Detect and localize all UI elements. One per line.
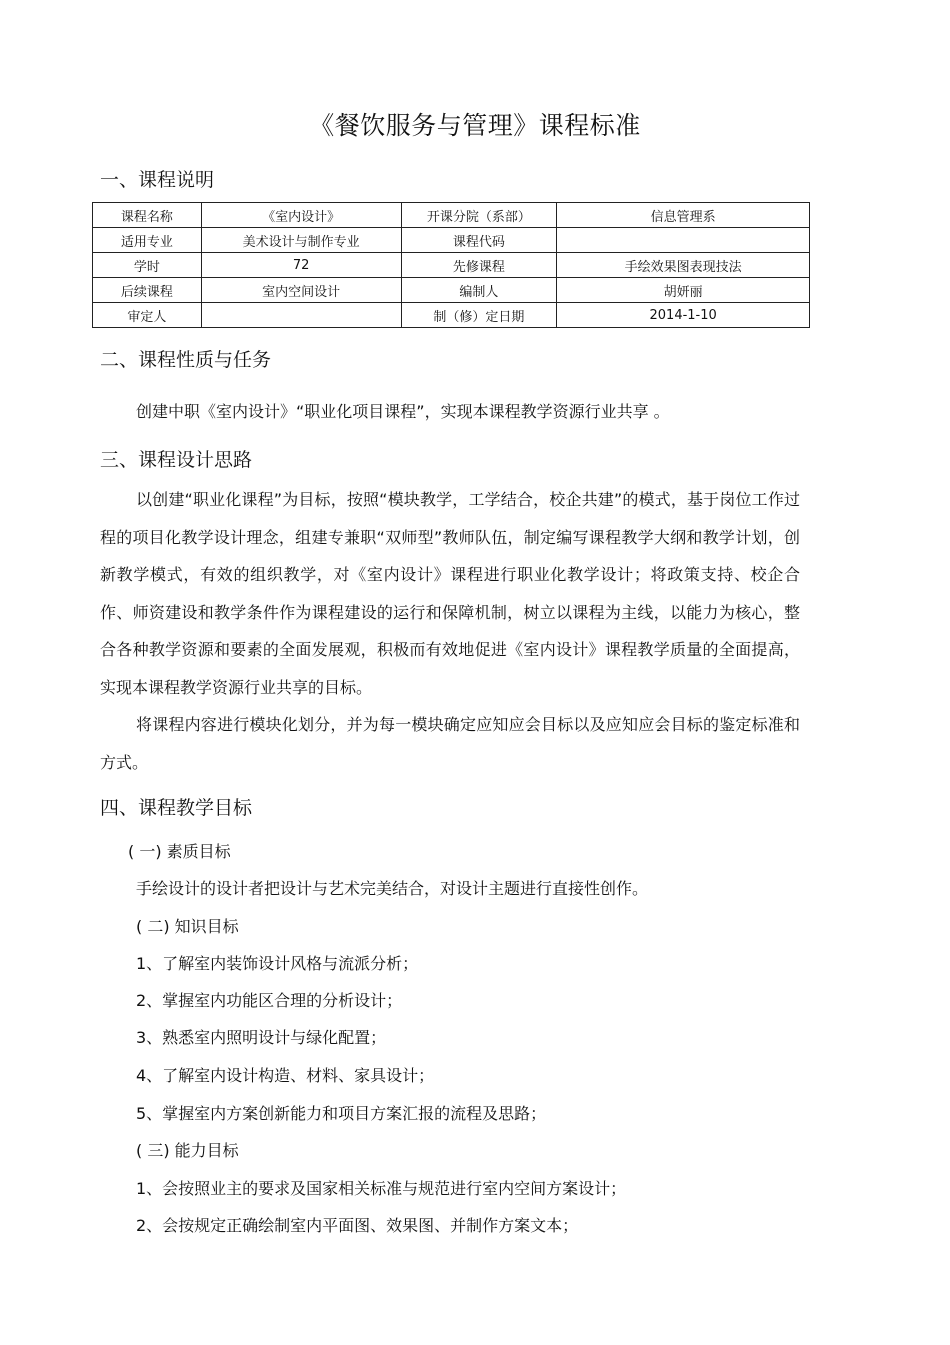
table-cell: 课程名称	[93, 203, 202, 228]
list-item: 2、掌握室内功能区合理的分析设计；	[136, 991, 403, 1010]
design-idea-paragraph-2: 将课程内容进行模块化划分，并为每一模块确定应知应会目标以及应知应会目标的鉴定标准和方式。	[100, 715, 800, 772]
table-cell: 后续课程	[93, 278, 202, 303]
table-cell: 胡妍丽	[557, 278, 810, 303]
section-heading-course-description: 一、课程说明	[100, 169, 215, 191]
knowledge-goal-heading: ( 二) 知识目标	[136, 917, 239, 936]
section-heading-teaching-goals: 四、课程教学目标	[100, 797, 253, 819]
list-item: 1、了解室内装饰设计风格与流派分析；	[136, 954, 419, 973]
table-cell: 《室内设计》	[201, 203, 401, 228]
table-cell: 课程代码	[401, 228, 557, 253]
table-cell: 美术设计与制作专业	[201, 228, 401, 253]
table-cell: 审定人	[93, 303, 202, 328]
section-heading-nature-task: 二、课程性质与任务	[100, 349, 272, 371]
table-row	[93, 278, 810, 303]
table-cell: 2014-1-10	[557, 303, 810, 328]
document-title: 《餐饮服务与管理》课程标准	[309, 111, 641, 140]
table-cell: 信息管理系	[557, 203, 810, 228]
quality-goal-heading: ( 一) 素质目标	[128, 842, 231, 861]
list-item: 4、了解室内设计构造、材料、家具设计；	[136, 1066, 435, 1085]
table-row	[93, 203, 810, 228]
table-row	[93, 303, 810, 328]
nature-task-text: 创建中职《室内设计》“职业化项目课程”，实现本课程教学资源行业共享 。	[136, 402, 670, 421]
table-cell: 先修课程	[401, 253, 557, 278]
list-item: 3、熟悉室内照明设计与绿化配置；	[136, 1028, 387, 1047]
table-cell: 手绘效果图表现技法	[557, 253, 810, 278]
table-cell: 制（修）定日期	[401, 303, 557, 328]
table-row	[93, 228, 810, 253]
design-idea-paragraph-1: 以创建“职业化课程”为目标，按照“模块教学，工学结合，校企共建”的模式，基于岗位工作过程的项目化教学设计理念，组建专兼职“双师型”教师队伍，制定编写课程教学大纲和教学计划，创新教学模式，有效的组织教学，对《室内设计》课程进行职业化教学设计；将政策支持、校企合作、师资建设和教学条件作为课程建设的运行和保障机制，树立以课程为主线，以能力为核心，整合各种教学资源和要素的全面发展观，积极而有效地促进《室内设计》课程教学质量的全面提高，实现本课程教学资源行业共享的目标。	[100, 490, 800, 697]
table-cell: 室内空间设计	[201, 278, 401, 303]
quality-goal-text: 手绘设计的设计者把设计与艺术完美结合，对设计主题进行直接性创作。	[136, 879, 649, 898]
table-cell: 72	[201, 253, 401, 278]
list-item: 5、掌握室内方案创新能力和项目方案汇报的流程及思路；	[136, 1104, 547, 1123]
table-cell	[201, 303, 401, 328]
table-cell: 学时	[93, 253, 202, 278]
ability-goal-heading: ( 三) 能力目标	[136, 1141, 239, 1160]
list-item: 2、会按规定正确绘制室内平面图、效果图、并制作方案文本；	[136, 1216, 579, 1235]
table-row	[93, 253, 810, 278]
table-cell	[557, 228, 810, 253]
course-info-table	[92, 202, 810, 328]
table-cell: 开课分院（系部）	[401, 203, 557, 228]
table-cell: 编制人	[401, 278, 557, 303]
list-item: 1、会按照业主的要求及国家相关标准与规范进行室内空间方案设计；	[136, 1179, 627, 1198]
section-heading-design-idea: 三、课程设计思路	[100, 449, 253, 471]
table-cell: 适用专业	[93, 228, 202, 253]
